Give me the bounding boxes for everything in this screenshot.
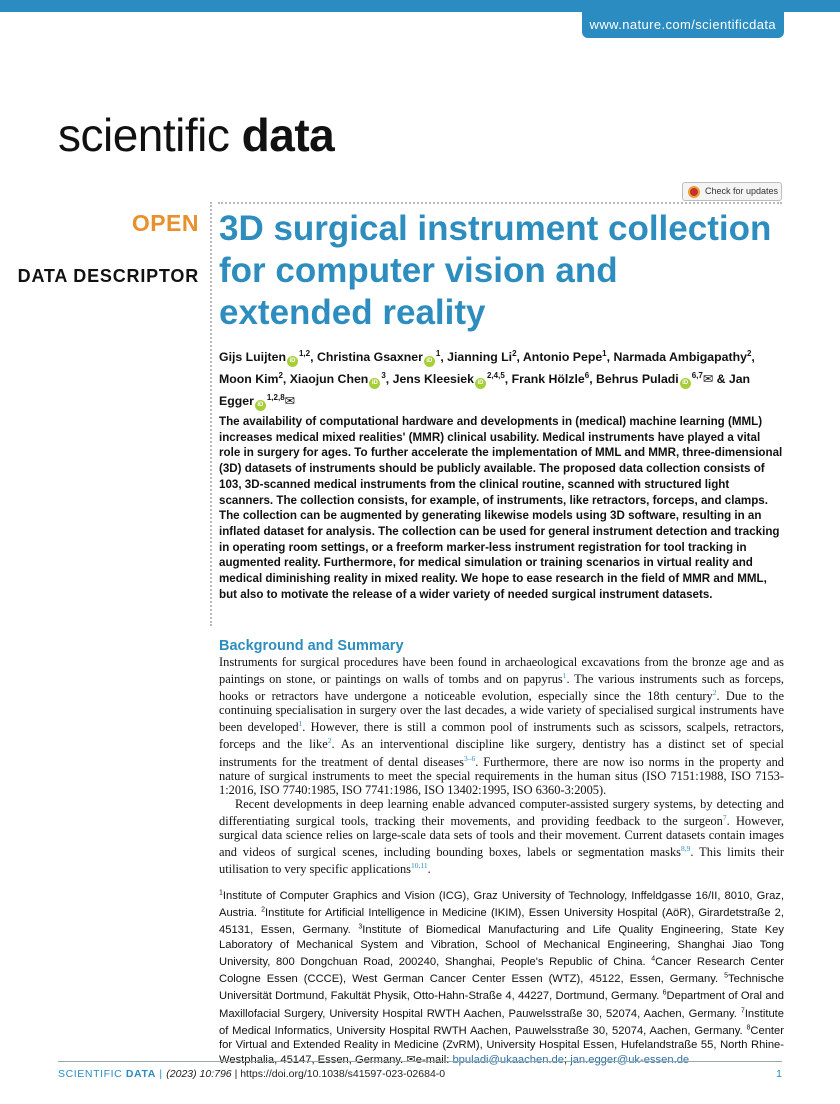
email-link-puladi[interactable]: bpuladi@ukaachen.de [452,1053,564,1066]
orcid-icon[interactable]: iD [475,378,486,389]
author-name[interactable]: Narmada Ambigapathy [613,350,747,365]
paragraph-1: Instruments for surgical procedures have been found in archaeological excavations from the bronze age and as paintings on stone, or paintings on walls of tombs and on papyrus$^1$. The various instruments such as forceps, hooks or retractors have undergone a noticeable evolution, especially since the 18th century$^2$. Due to the continuing specialisation in surgery over the last decades, a wide variety of specialised surgical instruments have been developed$^1$. However, there is still a common pool of instruments such as scissors, scalpels, retractors, forceps and the like$^2$. As an interventional discipline like surgery, dentistry has a distinct set of special instruments for the treatment of dental diseases$^{3-6}$. Furthermore, there are now iso norms in the property and nature of surgical instruments to meet the special requirements in the human situs (ISO 7151:1988, ISO 7153-1:2016, ISO 7740:1985, ISO 7741:1986, ISO 13402:1995, ISO 6360-3:2005). [219,655,785,797]
affiliation-number: 2 [261,906,266,914]
author-affiliation-sup: 2 [278,371,283,381]
author-affiliation-sup: 6 [584,371,590,381]
journal-logo [58,108,334,162]
envelope-icon[interactable]: ✉ [284,394,295,409]
citation-ref[interactable]: 2 [327,736,332,746]
footer-journal-name: SCIENTIFIC DATA | [58,1068,167,1080]
section-heading: Background and Summary [219,638,404,654]
top-accent-bar [0,0,840,12]
affiliation-number: 8 [746,1024,751,1032]
author-affiliation-sup: 3 [381,371,386,381]
orcid-icon[interactable]: iD [680,378,691,389]
affiliation-number: 7 [740,1006,745,1014]
orcid-icon[interactable]: iD [255,400,266,411]
journal-url-tab[interactable]: www.nature.com/scientificdata [582,12,784,38]
affiliation-text: Institute for Artificial Intelligence in Medicine (IKIM), Essen University Hospital (AöR), Girardetstraße 2, 45131, Essen, Germany. [219,906,784,937]
check-updates-label: Check for updates [705,186,779,196]
abstract: The availability of computational hardware and developments in (medical) machine learning (MML) increases medical mixed realities' (MMR) clinical usability. Medical instruments have played a vital role in surgery for ages. To further accelerate the implementation of MML and MMR, three-dimensional (3D) datasets of instruments should be publicly available. The proposed data collection consists of 103, 3D-scanned medical instruments from the clinical routine, scanned with structured light scanners. The collection consists, for example, of instruments, like retractors, forceps, and clamps. The collection can be augmented by generating likewise models using 3D software, resulting in an inflated dataset for analysis. The collection can be used for general instrument detection and tracking in operating room settings, or a freeform marker-less instrument registration for tool tracking in augmented reality. Furthermore, for medical simulation or training scenarios in virtual reality and medical diminishing reality in mixed reality. We hope to ease research in the field of MMR and MML, but also to motivate the release of a wider variety of needed surgical instrument datasets. [219,415,783,601]
affiliation-number: 1 [219,889,223,896]
author-name[interactable]: Antonio Pepe [522,350,603,365]
footer-citation[interactable]: (2023) 10:796 | https://doi.org/10.1038/s41597-023-02684-0 [166,1068,446,1080]
author-name[interactable]: Jens Kleesiek [392,372,474,387]
author-name[interactable]: Frank Hölzle [511,372,585,387]
orcid-icon[interactable]: iD [287,356,298,367]
affiliation-list [219,890,784,1066]
affiliation-text: Institute of Computer Graphics and Vision (ICG), Graz University of Technology, Inffeldgasse 16/II, 8010, Graz, Austria. [219,889,784,919]
author-name[interactable]: Christina Gsaxner [316,350,423,365]
page-number: 1 [776,1068,782,1080]
article-type-label: DATA DESCRIPTOR [17,266,199,286]
author-affiliation-sup: 1 [602,349,607,358]
affiliation-text: Institute of Medical Informatics, University Hospital RWTH Aachen, Pauwelsstraße 30, 52074, Aachen, Germany. [219,1007,784,1037]
citation-ref[interactable]: 8,9 [681,843,691,853]
email-link-egger[interactable]: jan.egger@uk-essen.de [570,1053,690,1066]
affiliation-text: Institute of Biomedical Manufacturing and Life Quality Engineering, State Key Laboratory of Mechanical System and Vibration, School of Mechanical Engineering, Shanghai Jiao Tong University, 800 Dongchuan Road, 200240, Shanghai, People's Republic of China. [219,924,785,968]
email-prefix: e-mail: [415,1053,453,1066]
article-title: 3D surgical instrument collection for computer vision and extended reality [219,209,772,332]
paragraph-2: Recent developments in deep learning enable advanced computer-assisted surgery systems, by detecting and differentiating surgical tools, tracking their movements, and providing feedback to the surgeon$^7$. However, surgical data science relies on large-scale data sets of tools and their movement. Current datasets contain images and videos of surgical scenes, including bounding boxes, labels or segmentation masks$^{8,9}$. This limits their utilisation to very specific applications$^{10,11}$. [219,796,784,876]
section-body [219,655,784,876]
page-footer [58,1068,782,1080]
affiliation-number: 5 [724,972,729,980]
vertical-dotted-divider [210,202,212,626]
envelope-icon[interactable]: ✉ [702,372,714,387]
author-name[interactable]: Behrus Puladi [596,372,679,387]
author-name[interactable]: & Jan Egger [219,372,751,409]
affiliation-number: 6 [662,989,667,997]
affiliations [219,886,784,1067]
citation-ref[interactable]: 1 [562,671,567,680]
citation-ref[interactable]: 10,11 [411,860,428,870]
affiliation-number: 4 [651,955,656,963]
author-affiliation-sup: 6,7 [691,371,703,381]
author-list: Gijs Luijten iD$^{1,2}$, Christina Gsaxner $iD^1$, Jianning Li$^2$, Antonio Pepe$^1$, Narmada Ambigapathy$^2$, Moon Kim$^2$, Xiaojun Chen $iD^3$, Jens Kleesiek iD$^{2,4,5}$, Frank Hölzle$^6$, Behrus Puladi iD$^{6,7}$✉ & Jan Egger iD$^{1,2,8}$✉ [219,345,784,411]
citation-ref[interactable]: 1 [298,719,303,729]
affiliation-text: Cancer Research Center Cologne Essen (CCCE), West German Cancer Center Essen (WTZ), 45122, Essen, Germany. [219,955,785,986]
affiliation-text: Department of Oral and Maxillofacial Surgery, University Hospital RWTH Aachen, Pauwelsstraße 30, 52074, Aachen, Germany. [219,990,784,1020]
envelope-icon: ✉ [406,1053,416,1066]
citation-ref[interactable]: 3–6 [463,753,476,763]
email-separator: ; [563,1053,571,1066]
citation-ref[interactable]: 7 [722,812,727,822]
author-affiliation-sup: 1,2 [298,349,311,358]
citation-ref[interactable]: 2 [712,688,717,698]
crossmark-icon [688,186,700,198]
author-name[interactable]: Jianning Li [447,350,513,365]
author-affiliation-sup: 2 [746,349,752,358]
affiliation-text: Technische Universität Dortmund, Fakultät Physik, Otto-Hahn-Straße 4, 44227, Dortmund, Germany. [219,973,784,1003]
author-affiliation-sup: 2,4,5 [486,371,505,381]
open-access-label: OPEN [131,210,199,236]
check-for-updates-button[interactable] [682,182,782,201]
affiliation-text: Center for Virtual and Extended Reality in Medicine (ZvRM), University Hospital Essen, Hufelandstraße 55, North Rhine-Westphalia, 45147, Essen, Germany. [219,1024,784,1066]
logo-light-text: scientific [58,109,230,161]
logo-bold-text: data [241,109,335,161]
author-affiliation-sup: 1,2,8 [266,393,285,403]
footer-divider [58,1061,782,1062]
orcid-icon[interactable]: iD [369,378,380,389]
affiliation-number: 3 [358,923,363,931]
author-affiliation-sup: 1 [435,349,441,358]
author-name[interactable]: Xiaojun Chen [289,372,369,387]
orcid-icon[interactable]: iD [424,356,435,367]
author-name[interactable]: Moon Kim [219,372,279,387]
dotted-divider [218,202,782,204]
author-affiliation-sup: 2 [512,349,517,358]
author-name[interactable]: Gijs Luijten [219,350,286,365]
